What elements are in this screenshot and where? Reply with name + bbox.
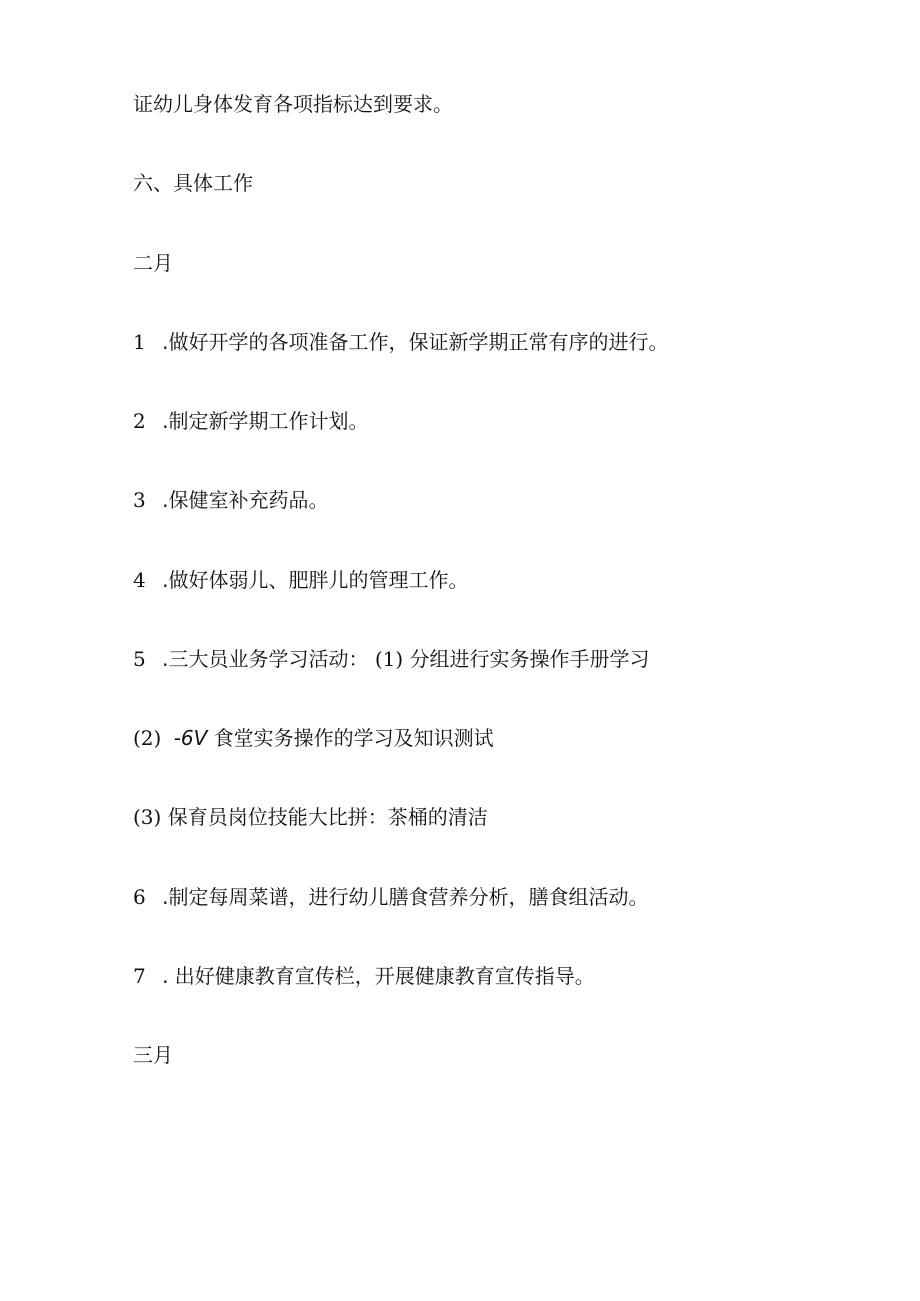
list-item-3 [133, 488, 328, 512]
sub-item-number: (1) [374, 647, 404, 671]
paragraph-text: 证幼儿身体发育各项指标达到要求。 [133, 92, 453, 116]
sub-item-text: 食堂实务操作的学习及知识测试 [213, 726, 494, 750]
sub-item-text: 保育员岗位技能大比拼：茶桶的清洁 [167, 805, 488, 829]
list-item-7 [133, 964, 595, 988]
list-item-6 [133, 885, 648, 909]
item-number: 3 [133, 488, 146, 512]
item-text: .保健室补充药品。 [162, 488, 329, 512]
item-text: .制定每周菜谱，进行幼儿膳食营养分析，膳食组活动。 [162, 885, 649, 909]
list-item-4 [133, 568, 468, 592]
item-number: 6 [133, 885, 146, 909]
item-number: 5 [133, 647, 146, 671]
item-number: 7 [133, 964, 146, 988]
item-text: .制定新学期工作计划。 [162, 409, 369, 433]
item-number: 4 [133, 568, 146, 592]
month-heading-march [133, 1043, 173, 1067]
item-text: .做好开学的各项准备工作，保证新学期正常有序的进行。 [162, 330, 669, 354]
paragraph-intro-tail [133, 92, 453, 116]
sub-item-2 [133, 726, 494, 750]
item-text: . 出好健康教育宣传栏，开展健康教育宣传指导。 [162, 964, 595, 988]
item-number: 2 [133, 409, 146, 433]
item-text: .三大员业务学习活动： [162, 647, 369, 671]
list-item-2 [133, 409, 368, 433]
item-number: 1 [133, 330, 146, 354]
month-text: 二月 [133, 251, 173, 275]
sub-item-number: (3) [133, 805, 162, 829]
list-item-1 [133, 330, 668, 354]
item-text: .做好体弱儿、肥胖儿的管理工作。 [162, 568, 469, 592]
section-heading-six [133, 171, 253, 195]
sub-item-number: (2) [133, 726, 162, 750]
month-heading-february [133, 251, 173, 275]
sub-item-3 [133, 805, 488, 829]
list-item-5 [133, 647, 650, 671]
month-text: 三月 [133, 1043, 173, 1067]
sub-item-text: 分组进行实务操作手册学习 [409, 647, 650, 671]
sub-item-italic-mark: -6V [173, 726, 208, 750]
heading-text: 六、具体工作 [133, 171, 253, 195]
